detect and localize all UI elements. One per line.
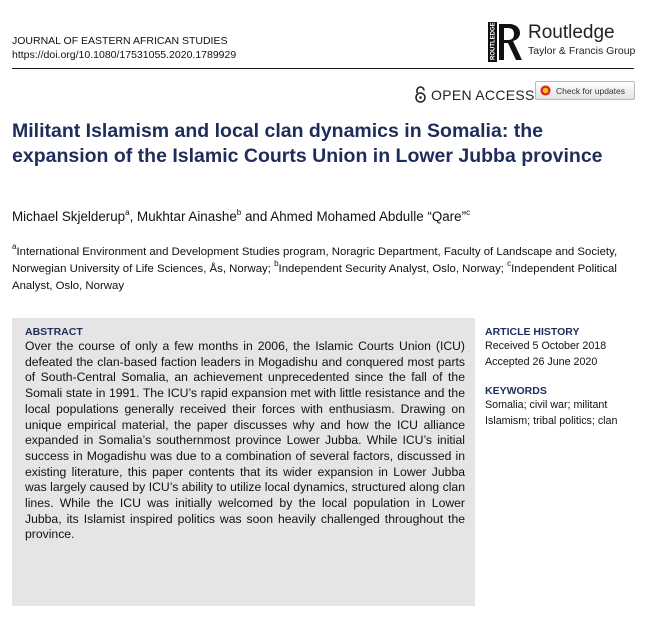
check-for-updates-button[interactable] <box>535 81 635 100</box>
abstract-heading: ABSTRACT <box>25 326 83 338</box>
author-affil-marker: a <box>125 208 130 217</box>
author-separator: and <box>241 209 271 224</box>
author-name[interactable]: Mukhtar Ainashe <box>137 209 237 224</box>
open-access-text: OPEN ACCESS <box>431 86 535 103</box>
doi-link[interactable]: https://doi.org/10.1080/17531055.2020.1789929 <box>12 49 237 61</box>
publisher-parent: Taylor & Francis Group <box>528 45 636 57</box>
publisher-brand: Routledge <box>528 22 615 43</box>
check-for-updates-label: Check for updates <box>556 85 625 96</box>
abstract-body: Over the course of only a few months in 2006, the Islamic Courts Union (ICU) defeated the clan-based faction leaders in Mogadishu and conquered most parts of South-Central Somalia, an achievement unprecedented since the fall of the Somali state in 1991. The ICU’s rapid expansion met with little resistance and the local populations generally received their forces with enthusiasm. Drawing on unique empirical material, the paper discusses why and how the ICU alliance expanded in Somalia’s southernmost province Lower Jubba. While ICU’s initial success in Mogadishu was due to a combination of several factors, discussed in existing literature, this paper contents that its wider expansion in Lower Jubba was largely caused by ICU’s ability to utilize local dynamics, structured along clan lines. While the ICU was initially welcomed by the local population in Lower Jubba, its Islamist inspired politics was soon heavily challenged throughout the province. <box>25 339 465 542</box>
journal-name: JOURNAL OF EASTERN AFRICAN STUDIES <box>12 35 228 47</box>
logo-vertical-text: ROUTLEDGE <box>490 22 497 60</box>
author-separator: , <box>129 209 138 224</box>
journal-header <box>12 34 236 62</box>
header-divider <box>12 68 634 69</box>
affiliation-text: International Environment and Development Studies program, Noragric Department, Faculty of Landscape and Society, Norwegian University of Life Sciences, Ås, Norway; <box>12 246 618 275</box>
crossmark-icon <box>540 85 551 96</box>
routledge-logo-icon <box>488 22 522 62</box>
author-name[interactable]: Michael Skjelderup <box>12 209 126 224</box>
affil-marker: a <box>12 242 17 251</box>
author-affil-marker: b <box>236 208 242 217</box>
author-name[interactable]: Ahmed Mohamed Abdulle “Qare” <box>270 209 467 224</box>
affiliation-text: Independent Political Analyst, Oslo, Norway <box>12 263 617 292</box>
affiliations <box>12 244 637 295</box>
open-access-label <box>414 86 535 103</box>
open-lock-icon <box>414 86 427 103</box>
affil-marker: b <box>274 259 279 268</box>
author-affil-marker: c <box>466 208 471 217</box>
keywords-list: Somalia; civil war; militant Islamism; tribal politics; clan <box>485 399 618 427</box>
accepted-date: Accepted 26 June 2020 <box>485 356 598 368</box>
author-list <box>12 208 470 226</box>
article-history-heading: ARTICLE HISTORY <box>485 326 580 338</box>
keywords-heading: KEYWORDS <box>485 385 547 397</box>
affiliation-text: Independent Security Analyst, Oslo, Norway; <box>278 263 508 275</box>
affil-marker: c <box>507 259 512 268</box>
publisher-logo <box>488 22 638 62</box>
received-date: Received 5 October 2018 <box>485 340 607 352</box>
article-title: Militant Islamism and local clan dynamics in Somalia: the expansion of the Islamic Courts Union in Lower Jubba province <box>12 120 603 167</box>
